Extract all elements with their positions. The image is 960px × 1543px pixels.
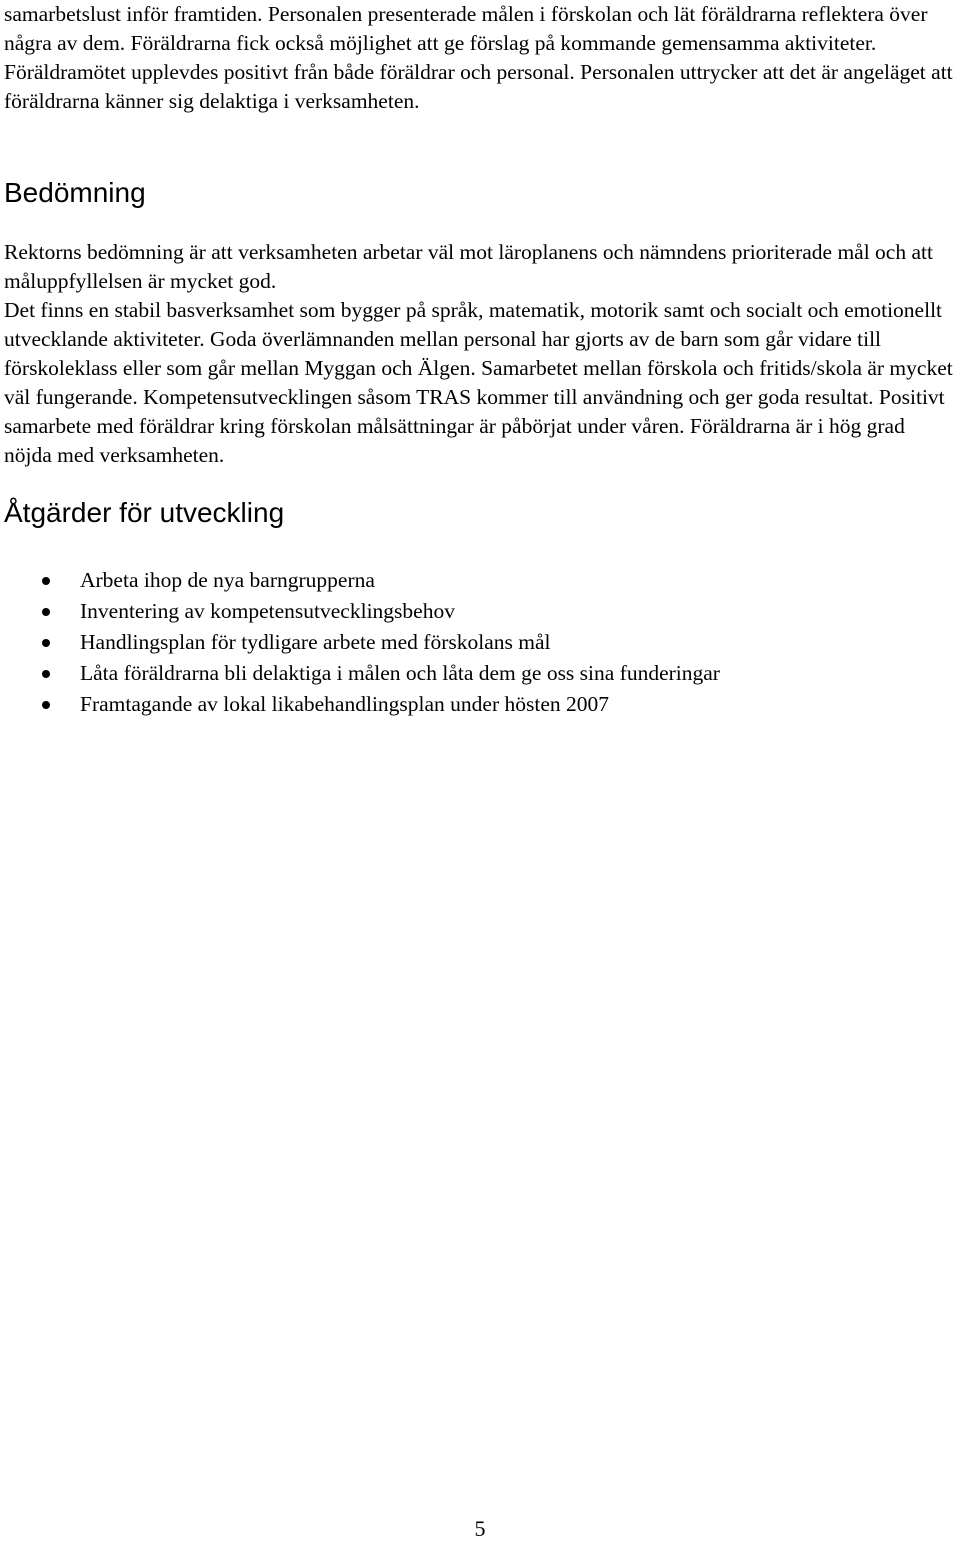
list-item [4,627,956,658]
bullet-icon [42,608,50,616]
list-item [4,689,956,720]
bedomning-paragraph-2: Det finns en stabil basverksamhet som bygger på språk, matematik, motorik samt och socialt och emotionellt utvecklande aktiviteter. Goda överlämnanden mellan personal har gjorts av de barn som går vidare till förskoleklass eller som går mellan Myggan och Älgen. Samarbetet mellan förskola och fritids/skola är mycket väl fungerande. Kompetensutvecklingen såsom TRAS kommer till användning och ger goda resultat. Positivt samarbete med föräldrar kring förskolan målsättningar är påbörjat under våren. Föräldrarna är i hög grad nöjda med verksamheten. [4,298,953,467]
section-heading-bedomning: Bedömning [4,177,146,208]
section-heading-atgarder: Åtgärder för utveckling [4,497,285,528]
bullet-icon [42,639,50,647]
bullet-icon [42,701,50,709]
list-item-text: Framtagande av lokal likabehandlingsplan under hösten 2007 [80,692,610,716]
atgarder-list [4,565,956,720]
bullet-icon [42,670,50,678]
list-item-text: Inventering av kompetensutvecklingsbehov [80,599,455,623]
list-item-text: Handlingsplan för tydligare arbete med förskolans mål [80,630,551,654]
document-page [4,0,956,720]
bullet-icon [42,577,50,585]
list-item-text: Arbeta ihop de nya barngrupperna [80,568,375,592]
list-item [4,658,956,689]
page-number: 5 [474,1516,486,1541]
list-item [4,565,956,596]
list-item-text: Låta föräldrarna bli delaktiga i målen och låta dem ge oss sina funderingar [80,661,720,685]
bedomning-paragraph-1: Rektorns bedömning är att verksamheten arbetar väl mot läroplanens och nämndens prioriterade mål och att måluppfyllelsen är mycket god. [4,240,933,293]
intro-paragraph: samarbetslust inför framtiden. Personalen presenterade målen i förskolan och lät föräldrarna reflektera över några av dem. Föräldrarna fick också möjlighet att ge förslag på kommande gemensamma aktiviteter. Föräldramötet upplevdes positivt från både föräldrar och personal. Personalen uttrycker att det är angeläget att föräldrarna känner sig delaktiga i verksamheten. [4,2,953,113]
list-item [4,596,956,627]
